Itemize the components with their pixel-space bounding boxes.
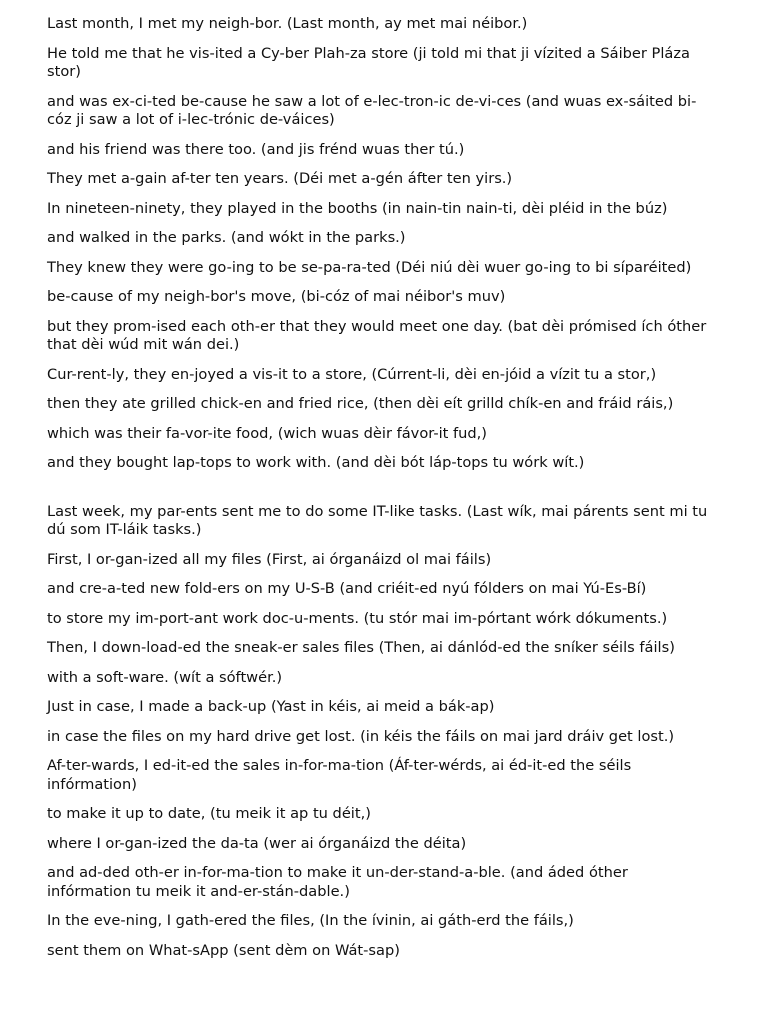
text-line: Last week, my par-ents sent me to do some IT-like tasks. (Last wík, mai párents sent mi tu dú som IT-láik tasks.) bbox=[47, 502, 708, 538]
text-line: and walked in the parks. (and wókt in the parks.) bbox=[47, 229, 406, 246]
text-line: and they bought lap-tops to work with. (and dèi bót láp-tops tu wórk wít.) bbox=[47, 454, 585, 471]
text-line: Just in case, I made a back-up (Yast in kéis, ai meid a bák-ap) bbox=[47, 698, 495, 715]
paragraph-it-tasks bbox=[47, 503, 708, 961]
text-line: and cre-a-ted new fold-ers on my U-S-B (and criéit-ed nyú fólders on mai Yú-Es-Bí) bbox=[47, 580, 647, 597]
text-line: where I or-gan-ized the da-ta (wer ai órganáizd the déita) bbox=[47, 834, 467, 852]
text-line: Af-ter-wards, I ed-it-ed the sales in-for-ma-tion (Áf-ter-wérds, ai éd-it-ed the séils infórmation) bbox=[47, 757, 632, 793]
text-line: He told me that he vis-ited a Cy-ber Plah-za store (ji told mi that ji vízited a Sáiber Pláza stor) bbox=[47, 44, 690, 80]
text-line: to make it up to date, (tu meik it ap tu déit,) bbox=[47, 805, 371, 822]
text-line: Last month, I met my neigh-bor. (Last month, ay met mai néibor.) bbox=[47, 15, 528, 32]
text-line: to store my im-port-ant work doc-u-ments. (tu stór mai im-pórtant wórk dókuments.) bbox=[47, 609, 668, 627]
text-line: In the eve-ning, I gath-ered the files, (In the ívinin, ai gáth-erd the fáils,) bbox=[47, 912, 574, 929]
text-line: with a soft-ware. (wít a sóftwér.) bbox=[47, 668, 283, 686]
text-line: and his friend was there too. (and jis frénd wuas ther tú.) bbox=[47, 140, 465, 158]
text-line: First, I or-gan-ized all my files (First, ai órganáizd ol mai fáils) bbox=[47, 550, 492, 568]
text-line: then they ate grilled chick-en and fried rice, (then dèi eít grilld chík-en and fráid ráis,) bbox=[47, 395, 674, 412]
text-line: In nineteen-ninety, they played in the booths (in nain-tin nain-ti, dèi pléid in the búz) bbox=[47, 199, 668, 217]
text-line: be-cause of my neigh-bor's move, (bi-cóz of mai néibor's muv) bbox=[47, 288, 506, 305]
text-line: in case the files on my hard drive get lost. (in kéis the fáils on mai jard dráiv get lost.) bbox=[47, 727, 675, 745]
text-line: which was their fa-vor-ite food, (wich wuas dèir fávor-it fud,) bbox=[47, 424, 487, 442]
text-line: but they prom-ised each oth-er that they would meet one day. (bat dèi prómised ích óther that dèi wúd mit wán dei.) bbox=[47, 317, 707, 353]
text-line: Then, I down-load-ed the sneak-er sales files (Then, ai dánlód-ed the sníker séils fáils) bbox=[47, 639, 675, 656]
text-line: They knew they were go-ing to be se-pa-ra-ted (Déi niú dèi wuer go-ing to bi síparéited) bbox=[47, 258, 692, 276]
paragraph-neighbor-story bbox=[47, 15, 708, 473]
text-line: They met a-gain af-ter ten years. (Déi met a-gén áfter ten yirs.) bbox=[47, 170, 513, 187]
text-line: and ad-ded oth-er in-for-ma-tion to make it un-der-stand-a-ble. (and áded óther infórmation tu meik it and-er-stán-dable.) bbox=[47, 864, 628, 900]
text-line: and was ex-ci-ted be-cause he saw a lot of e-lec-tron-ic de-vi-ces (and wuas ex-sáited bi-cóz ji saw a lot of i-lec-trónic de-váices) bbox=[47, 92, 697, 128]
text-line: Cur-rent-ly, they en-joyed a vis-it to a store, (Cúrrent-li, dèi en-jóid a vízit tu a stor,) bbox=[47, 365, 657, 383]
text-line: sent them on What-sApp (sent dèm on Wát-sap) bbox=[47, 941, 400, 959]
